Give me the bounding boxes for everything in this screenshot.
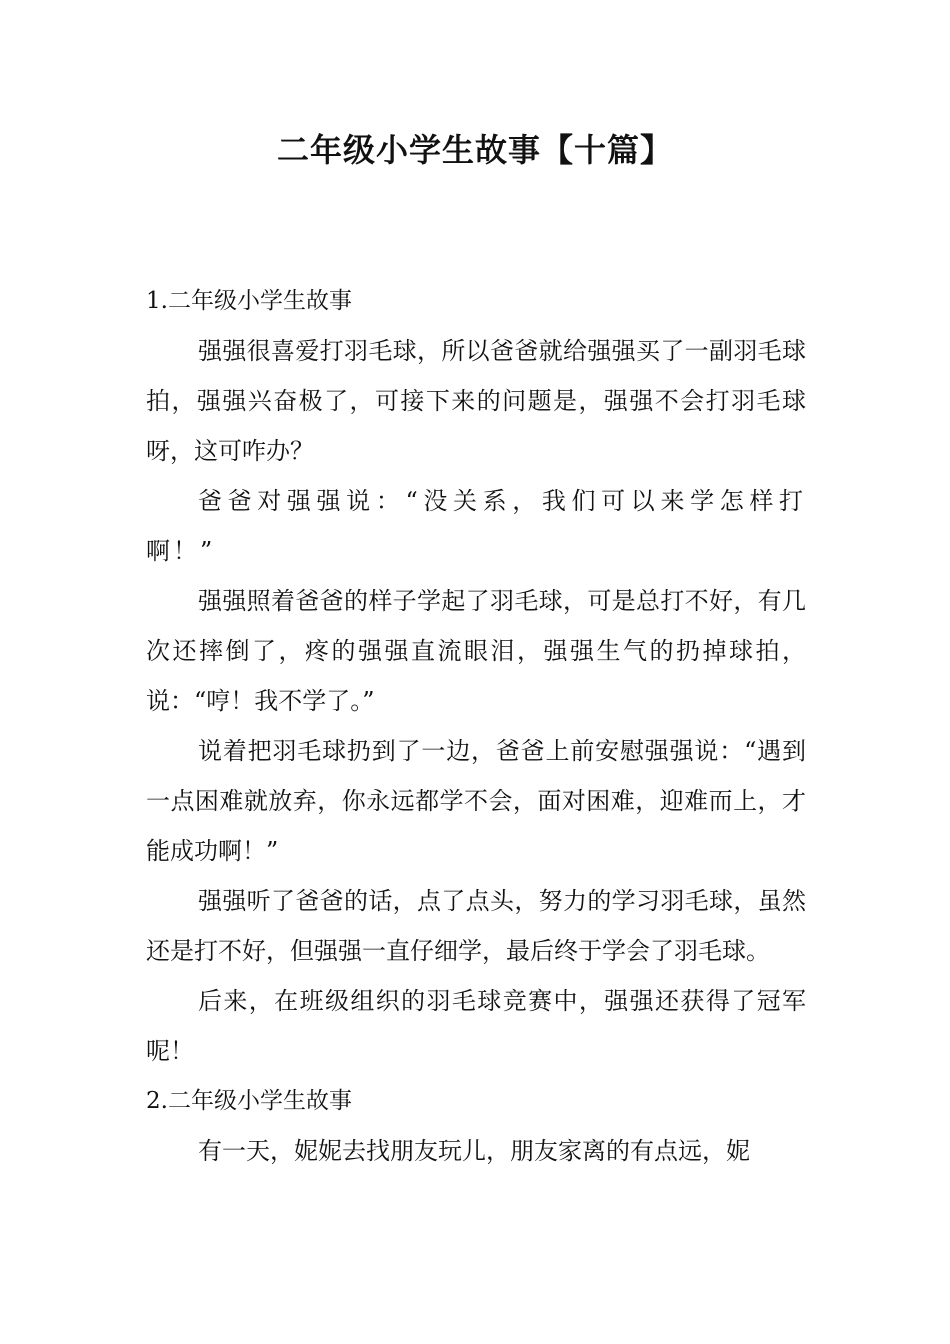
paragraph: 说着把羽毛球扔到了一边，爸爸上前安慰强强说：“遇到一点困难就放弃，你永远都学不会，面对困难，迎难而上，才能成功啊！” bbox=[146, 737, 806, 865]
document-body bbox=[146, 276, 806, 1176]
paragraph: 强强照着爸爸的样子学起了羽毛球，可是总打不好，有几次还摔倒了，疼的强强直流眼泪，强强生气的扔掉球拍，说：“哼！我不学了。” bbox=[146, 587, 806, 715]
paragraph: 有一天，妮妮去找朋友玩儿，朋友家离的有点远，妮 bbox=[198, 1137, 750, 1165]
paragraph: 爸爸对强强说：“没关系，我们可以来学怎样打啊！” bbox=[146, 487, 806, 565]
paragraph: 强强很喜爱打羽毛球，所以爸爸就给强强买了一副羽毛球拍，强强兴奋极了，可接下来的问题是，强强不会打羽毛球呀，这可咋办？ bbox=[146, 337, 806, 465]
paragraph: 后来，在班级组织的羽毛球竞赛中，强强还获得了冠军呢！ bbox=[146, 987, 806, 1065]
page-title: 二年级小学生故事【十篇】 bbox=[276, 131, 673, 169]
section-heading: 2.二年级小学生故事 bbox=[146, 1088, 352, 1114]
section-heading: 1.二年级小学生故事 bbox=[146, 288, 352, 314]
paragraph: 强强听了爸爸的话，点了点头，努力的学习羽毛球，虽然还是打不好，但强强一直仔细学，最后终于学会了羽毛球。 bbox=[146, 887, 806, 965]
